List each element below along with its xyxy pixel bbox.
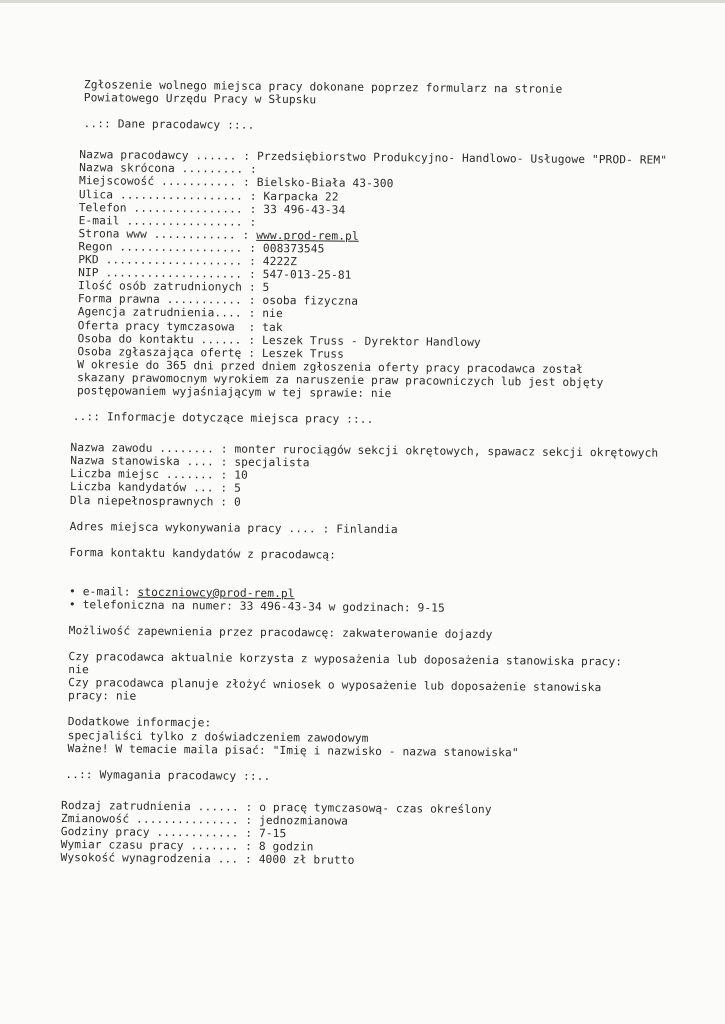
field-value: 4000 zł brutto	[258, 853, 355, 868]
page-top-edge	[0, 0, 725, 3]
field-value: 4222Z	[262, 254, 298, 269]
field-value: 33 496-43-34	[263, 202, 346, 217]
field-value: 5	[262, 281, 270, 295]
field-label: Liczba miejsc ....... :	[70, 467, 235, 482]
field-value: Karpacka 22	[263, 189, 339, 204]
field-label: Nazwa pracodawcy ...... :	[79, 148, 258, 164]
field-label: Oferta pracy tymczasowa :	[77, 318, 263, 334]
field-value: 0	[233, 495, 241, 509]
field-value: 8 godzin	[258, 839, 314, 854]
requirements-fields	[60, 799, 661, 870]
field-label: Wysokość wynagrodzenia ... :	[60, 851, 259, 867]
field-label: Regon .................. :	[78, 240, 263, 255]
additional-info-line-2: Ważne! W temacie maila pisać: "Imię i nazwisko - nazwa stanowiska"	[67, 741, 519, 760]
field-value: Leszek Truss - Dyrektor Handlowy	[261, 333, 481, 349]
field-label: Wymiar czasu pracy ....... :	[60, 838, 259, 853]
field-label: Telefon ................ :	[78, 200, 264, 216]
field-value: 10	[234, 468, 248, 483]
field-value: monter rurociągów sekcji okrętowych, spawacz sekcji okrętowych	[234, 442, 659, 460]
field-value: 008373545	[262, 241, 325, 256]
field-value: specjalista	[234, 455, 310, 470]
field-label: Nazwa skrócona ......... :	[79, 161, 264, 177]
additional-info-title: Dodatkowe informacje:	[67, 715, 212, 730]
field-label: Forma prawna ........... :	[77, 292, 263, 308]
website-link[interactable]: www.prod-rem.pl	[256, 228, 359, 243]
field-label: PKD .................... :	[78, 253, 263, 268]
field-value: Leszek Truss	[261, 346, 345, 361]
job-fields	[62, 441, 665, 760]
field-label: Agencja zatrudnienia.... :	[77, 305, 263, 321]
field-label: Zmianowość ............... :	[60, 811, 260, 827]
field-value: Przedsiębiorstwo Produkcyjno- Handlowo- Usługowe "PROD- REM"	[256, 150, 668, 168]
possibilities-line: Możliwość zapewnienia przez pracodawcę: zakwaterowanie dojazdy	[68, 624, 493, 642]
job-section-title: ..:: Informacje dotyczące miejsca pracy ::..	[72, 410, 374, 427]
field-label: Nazwa zawodu ........ :	[70, 441, 235, 456]
contact-email-prefix: • e-mail:	[69, 584, 138, 599]
contact-form-title: Forma kontaktu kandydatów z pracodawcą:	[69, 545, 337, 562]
field-label: E-mail ................. :	[78, 213, 264, 229]
field-label: Ilość osób zatrudnionych :	[77, 279, 263, 295]
equipment-current: Czy pracodawca aktualnie korzysta z wyposażenia lub doposażenia stanowiska pracy: nie	[68, 650, 623, 677]
field-value: 547-013-25-81	[262, 268, 352, 282]
conviction-note: W okresie do 365 dni przed dniem zgłoszenia oferty pracy pracodawca został skazany prawomocnym wyrokiem za naruszenie praw pracowniczych lub jest objęty postępowaniem wyjaśniającym w tej sprawie: nie	[76, 357, 604, 401]
header-line-1: Zgłoszenie wolnego miejsca pracy dokonane poprzez formularz na stronie	[83, 78, 563, 96]
equipment-plan: Czy pracodawca planuje złożyć wniosek o wyposażenie lub doposażenie stanowiska pracy: nie	[68, 676, 602, 704]
field-label: Osoba zgłaszająca ofertę :	[77, 344, 262, 360]
field-value: Bielsko-Biała 43-300	[256, 176, 394, 191]
field-value: osoba fizyczna	[262, 294, 359, 309]
field-label: Ulica .................. :	[78, 187, 264, 203]
field-label: Liczba kandydatów ... :	[70, 480, 235, 496]
field-value: jednozmianowa	[259, 813, 349, 828]
contact-phone-line: • telefoniczna na numer: 33 496-43-34 w godzinach: 9-15	[68, 597, 445, 615]
additional-info-line-1: specjaliści tylko z doświadczeniem zawodowym	[67, 728, 369, 745]
field-value: 7-15	[258, 826, 287, 841]
field-value: nie	[262, 307, 283, 321]
field-value: 5	[234, 482, 242, 496]
requirements-section-title: ..:: Wymagania pracodawcy ::..	[65, 767, 271, 783]
field-label: Miejscowość ........... :	[78, 174, 257, 190]
field-value: o pracę tymczasową- czas określony	[259, 800, 492, 816]
field-label: Osoba do kontaktu ...... :	[77, 331, 263, 347]
employer-section-title: ..:: Dane pracodawcy ::..	[83, 117, 255, 132]
field-label: Rodzaj zatrudnienia ...... :	[60, 798, 260, 814]
employer-fields	[65, 148, 667, 403]
header-line-2: Powiatowego Urzędu Pracy w Słupsku	[83, 91, 317, 107]
field-label: Dla niepełnosprawnych :	[69, 493, 235, 509]
field-value: tak	[262, 320, 283, 334]
field-label: Strona www ............ :	[78, 226, 257, 242]
field-label: NIP .................... :	[78, 266, 263, 282]
workplace-address: Adres miejsca wykonywania pracy .... : Finlandia	[69, 519, 398, 536]
field-label: Godziny pracy ............ :	[60, 824, 260, 840]
contact-email-link[interactable]: stoczniowcy@prod-rem.pl	[137, 585, 295, 601]
document-body	[60, 78, 668, 870]
field-label: Nazwa stanowiska .... :	[70, 454, 235, 469]
